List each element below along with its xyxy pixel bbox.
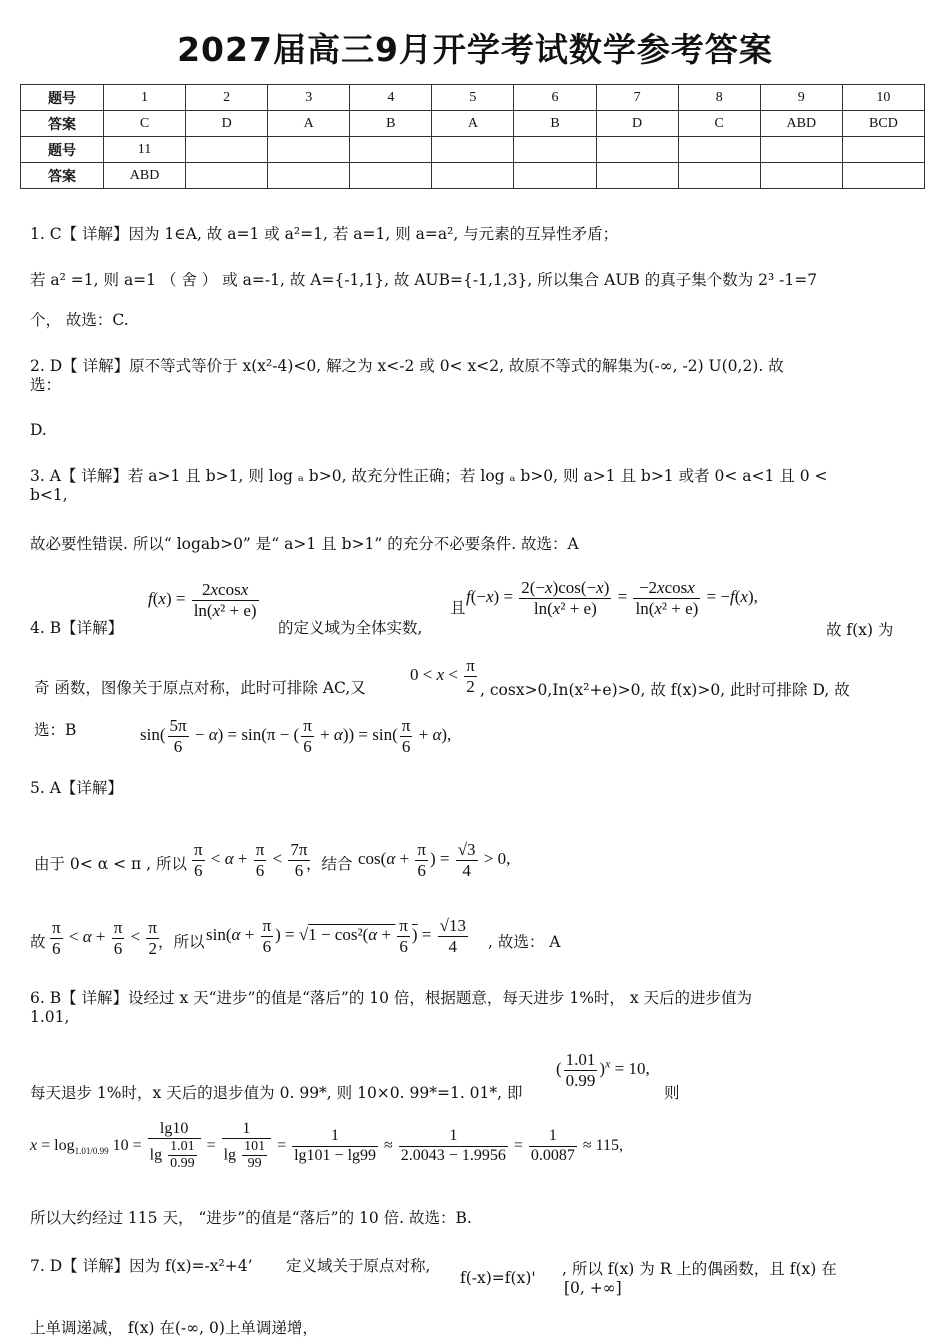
- table-row: [21, 85, 925, 111]
- table-header-cell: 答案: [21, 163, 104, 189]
- q5-formula-sin: sin(α + $\frac{\pi}{6}$ ) = √1 − cos²(α + $\frac{\pi}{6}$ ) = $\frac{√13}{4}$: [206, 916, 466, 956]
- table-cell: ABD: [760, 111, 842, 137]
- table-cell: [432, 163, 514, 189]
- table-row: [21, 111, 925, 137]
- q6-formula-log: $x = \log_{1.01/0.99} 10$ = lg10 lg $\frac{1.01}{0.99}$ = 1 lg $\frac{101}{99}$ = $\frac{1}{\lg 101 - \lg 99}$ ≈ $\frac{1}{2.0043 - 1.9956}$ = $\frac{1}{0.0087}$ ≈ 115,: [30, 1120, 624, 1172]
- q1-line-3: 个， 故选：C.: [30, 311, 129, 329]
- table-cell: 11: [104, 137, 186, 163]
- table-cell: 8: [678, 85, 760, 111]
- table-cell: [760, 137, 842, 163]
- table-cell: 5: [432, 85, 514, 111]
- table-cell: [432, 137, 514, 163]
- table-cell: [596, 137, 678, 163]
- table-cell: A: [432, 111, 514, 137]
- q6-line-4: 所以大约经过 115 天， “进步”的值是“落后”的 10 倍. 故选：B.: [30, 1209, 472, 1227]
- q6-formula-eq: ( $\frac{1.01}{0.99}$ )$^x$ = 10,: [556, 1050, 650, 1090]
- table-cell: 1: [104, 85, 186, 111]
- table-cell: BCD: [842, 111, 924, 137]
- q4-formula-odd: f(−x) = $\frac{2(-x)\cos(-x)}{\text{ln(x² + e)}}$ = $\frac{-2xcosx}{\text{ln(x² + e)}}$ = −f(x),: [466, 578, 758, 618]
- table-cell: [350, 137, 432, 163]
- q7-line-1d: , 所以 f(x) 为 R 上的偶函数，且 f(x) 在: [562, 1260, 837, 1278]
- table-cell: [760, 163, 842, 189]
- q4-domain-text: 的定义域为全体实数,: [278, 619, 423, 637]
- table-cell: 3: [268, 85, 350, 111]
- q5-line-2a: 由于 0< α < π ,: [34, 855, 152, 873]
- table-cell: [268, 137, 350, 163]
- q5-line-3b: ，所以: [158, 933, 205, 951]
- q1-line-2: 若 a² =1, 则 a=1 （ 舍 ） 或 a=-1, 故 A={-1,1}, 故 AUB={-1,1,3}, 所以集合 AUB 的真子集个数为 2³ -1=7: [30, 271, 818, 289]
- q3-line-3: 故必要性错误. 所以“ logab>0” 是“ a>1 且 b>1” 的充分不必要条件. 故选：A: [30, 535, 579, 553]
- table-cell: [186, 163, 268, 189]
- q6-line-2: 1.01,: [30, 1008, 70, 1026]
- table-cell: 7: [596, 85, 678, 111]
- table-cell: C: [678, 111, 760, 137]
- q4-formula-f: f(x) = $\frac{2xcosx}{\text{ln(x² + e)}}$: [148, 580, 257, 620]
- table-cell: A: [268, 111, 350, 137]
- q7-line-1a: 7. D【 详解】因为 f(x)=-x²+4’: [30, 1257, 253, 1275]
- q6-then-text: 则: [664, 1084, 680, 1102]
- table-cell: 6: [514, 85, 596, 111]
- table-cell: D: [596, 111, 678, 137]
- table-cell: C: [104, 111, 186, 137]
- table-row: [21, 163, 925, 189]
- table-header-cell: 答案: [21, 111, 104, 137]
- q2-line-1: 2. D【 详解】原不等式等价于 x(x²-4)<0, 解之为 x<-2 或 0< x<2, 故原不等式的解集为(-∞, -2) U(0,2). 故: [30, 357, 784, 375]
- page-title: 2027届高三9月开学考试数学参考答案: [177, 30, 773, 69]
- table-cell: 9: [760, 85, 842, 111]
- q4-formula-sin: sin( $\frac{5\pi}{6}$ − α) = sin(π − ( $\frac{\pi}{6}$ + α)) = sin( $\frac{\pi}{6}$ + α),: [140, 716, 452, 756]
- table-cell: [514, 137, 596, 163]
- q2-line-3: D.: [30, 421, 47, 439]
- table-cell: [678, 163, 760, 189]
- q7-line-1b: 定义域关于原点对称,: [286, 1257, 431, 1275]
- q3-line-1: 3. A【 详解】若 a>1 且 b>1, 则 log ₐ b>0, 故充分性正确；若 log ₐ b>0, 则 a>1 且 b>1 或者 0< a<1 且 0 <: [30, 467, 828, 485]
- table-cell: ABD: [104, 163, 186, 189]
- q5-formula-range2: $\frac{\pi}{6}$ < α + $\frac{\pi}{6}$ < $\frac{\pi}{2}$: [52, 918, 157, 958]
- table-header-cell: 题号: [21, 85, 104, 111]
- q5-line-2c: ，结合: [306, 855, 353, 873]
- q5-line-2b: 所以: [156, 855, 188, 873]
- q6-line-3: 每天退步 1%时，x 天后的退步值为 0. 99*, 则 10×0. 99*=1. 01*, 即: [30, 1084, 523, 1102]
- table-cell: B: [350, 111, 432, 137]
- q7-line-1e: [0, +∞]: [564, 1279, 622, 1297]
- q7-line-1c: f(-x)=f(x)': [460, 1269, 536, 1287]
- table-cell: [678, 137, 760, 163]
- table-row: [21, 137, 925, 163]
- q5-formula-range: $\frac{\pi}{6}$ < α + $\frac{\pi}{6}$ < $\frac{7\pi}{6}$: [194, 840, 308, 880]
- table-cell: [268, 163, 350, 189]
- table-cell: [514, 163, 596, 189]
- answer-table: [20, 84, 925, 189]
- table-cell: 10: [842, 85, 924, 111]
- table-cell: [350, 163, 432, 189]
- q4-line-2: 奇 函数，图像关于原点对称，此时可排除 AC,又: [34, 679, 366, 697]
- q5-line-3a: 故: [30, 933, 46, 951]
- q7-line-2: 上单调递减， f(x) 在(-∞, 0)上单调递增，: [30, 1319, 318, 1337]
- q1-line-1: 1. C【 详解】因为 1∈A, 故 a=1 或 a²=1, 若 a=1, 则 a=a², 与元素的互异性矛盾；: [30, 225, 619, 243]
- q5-line-3c: , 故选： A: [488, 933, 561, 951]
- q4-and-text: 且: [450, 599, 466, 617]
- q4-so-text: 故 f(x) 为: [826, 621, 894, 639]
- q4-label: 4. B【详解】: [30, 619, 124, 637]
- table-cell: [842, 163, 924, 189]
- q3-line-2: b<1,: [30, 486, 68, 504]
- table-cell: 4: [350, 85, 432, 111]
- table-cell: 2: [186, 85, 268, 111]
- table-cell: B: [514, 111, 596, 137]
- q4-formula-range: 0 < x < $\frac{\pi}{2}$: [410, 656, 475, 696]
- q5-label: 5. A【详解】: [30, 779, 123, 797]
- q4-line-3: 选：B: [34, 721, 77, 739]
- q2-line-2: 选：: [30, 376, 62, 394]
- q5-formula-cos: cos(α + $\frac{\pi}{6}$ ) = $\frac{√3}{4}$ > 0,: [358, 840, 511, 880]
- table-cell: D: [186, 111, 268, 137]
- table-cell: [842, 137, 924, 163]
- q4-line-2b: , cosx>0,In(x²+e)>0, 故 f(x)>0, 此时可排除 D, 故: [480, 681, 850, 699]
- table-cell: [596, 163, 678, 189]
- q6-line-1: 6. B【 详解】设经过 x 天“进步”的值是“落后”的 10 倍，根据题意，每天进步 1%时， x 天后的进步值为: [30, 989, 753, 1007]
- table-header-cell: 题号: [21, 137, 104, 163]
- table-cell: [186, 137, 268, 163]
